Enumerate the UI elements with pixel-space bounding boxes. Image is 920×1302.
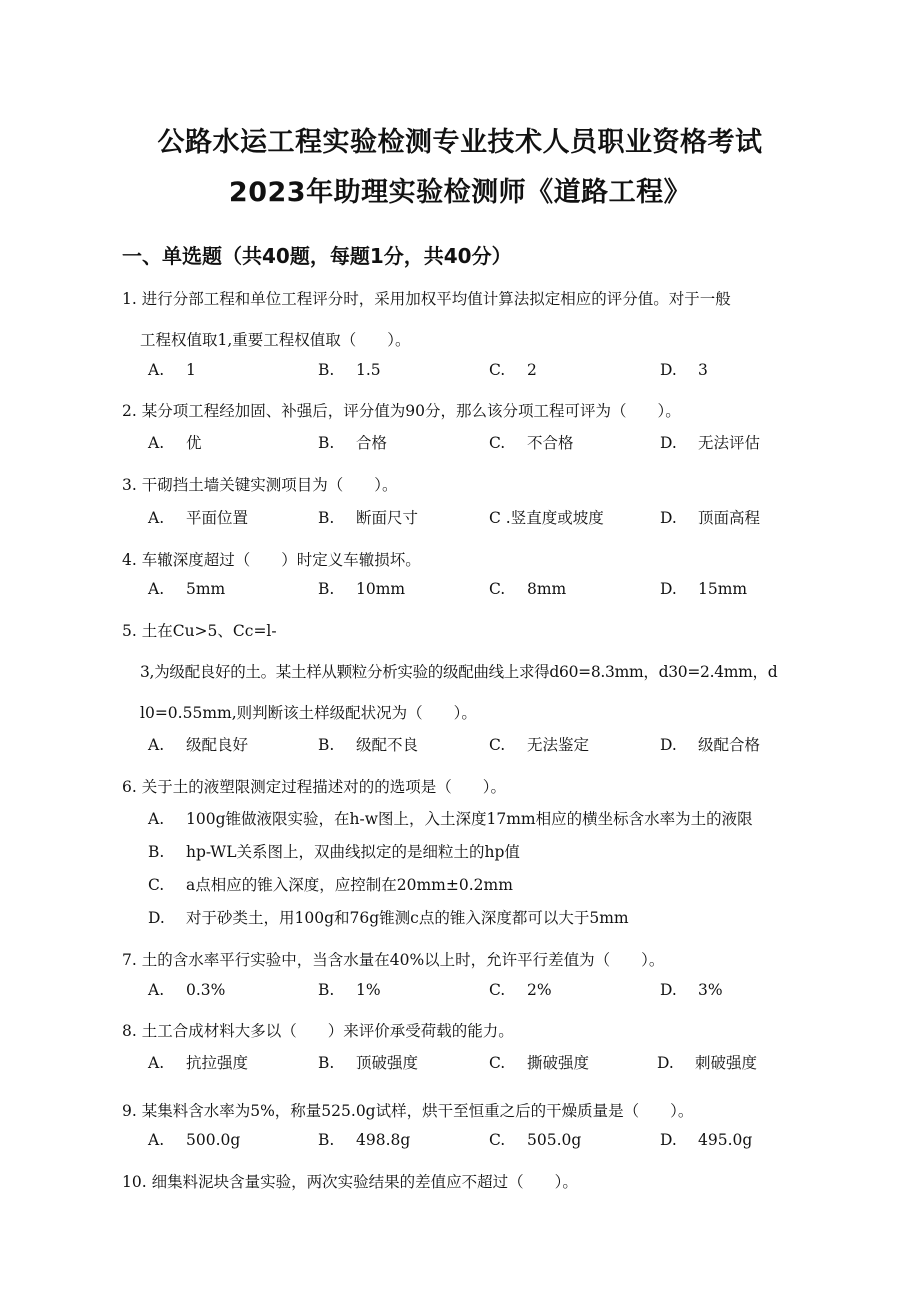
question-6-stem: 6. 关于土的液塑限测定过程描述对的的选项是（ ）。	[122, 778, 506, 796]
question-2-option-c: C. 不合格	[489, 434, 574, 452]
question-3-option-c: C .竖直度或坡度	[489, 509, 604, 527]
question-5-option-b: B. 级配不良	[318, 736, 419, 754]
question-8-option-c: C. 撕破强度	[489, 1054, 590, 1072]
question-5-stem-line-3: l0=0.55mm,则判断该土样级配状况为（ ）。	[140, 704, 477, 722]
question-8-option-a: A. 抗拉强度	[148, 1054, 249, 1072]
question-3-option-d: D. 顶面高程	[660, 509, 761, 527]
section-heading: 一、单选题（共40题，每题1分，共40分）	[122, 244, 512, 268]
question-6-option-c: C. a点相应的锥入深度，应控制在20mm±0.2mm	[148, 876, 513, 894]
question-5-option-d: D. 级配合格	[660, 736, 761, 754]
question-7-stem: 7. 土的含水率平行实验中，当含水量在40%以上时，允许平行差值为（ ）。	[122, 951, 665, 969]
question-1-stem-line-2: 工程权值取1,重要工程权值取（ ）。	[140, 331, 411, 349]
question-3-option-b: B. 断面尺寸	[318, 509, 419, 527]
question-6-option-a: A. 100g锥做液限实验，在h-w图上，入土深度17mm相应的横坐标含水率为土的液限	[148, 810, 753, 828]
question-6-option-b: B. hp-WL关系图上，双曲线拟定的是细粒土的hp值	[148, 843, 520, 861]
question-8-stem: 8. 土工合成材料大多以（ ）来评价承受荷载的能力。	[122, 1022, 514, 1040]
question-4-option-b: B. 10mm	[318, 580, 406, 598]
question-5-stem-line-2: 3,为级配良好的土。某土样从颗粒分析实验的级配曲线上求得d60=8.3mm，d30=2.4mm，d	[140, 663, 778, 681]
question-2-option-a: A. 优	[148, 434, 202, 452]
question-8-option-b: B. 顶破强度	[318, 1054, 419, 1072]
question-9-option-a: A. 500.0g	[148, 1131, 241, 1149]
question-1-option-a: A. 1	[148, 361, 196, 379]
question-5-option-c: C. 无法鉴定	[489, 736, 590, 754]
question-2-stem: 2. 某分项工程经加固、补强后，评分值为90分，那么该分项工程可评为（ ）。	[122, 402, 681, 420]
question-7-option-b: B. 1%	[318, 981, 381, 999]
question-9-option-b: B. 498.8g	[318, 1131, 411, 1149]
question-7-option-d: D. 3%	[660, 981, 723, 999]
question-1-stem-line-1: 1. 进行分部工程和单位工程评分时，采用加权平均值计算法拟定相应的评分值。对于一般	[122, 290, 731, 308]
question-4-option-c: C. 8mm	[489, 580, 567, 598]
question-10-stem: 10. 细集料泥块含量实验，两次实验结果的差值应不超过（ ）。	[122, 1173, 578, 1191]
question-4-option-a: A. 5mm	[148, 580, 226, 598]
question-9-option-d: D. 495.0g	[660, 1131, 753, 1149]
question-4-stem: 4. 车辙深度超过（ ）时定义车辙损坏。	[122, 551, 421, 569]
question-7-option-a: A. 0.3%	[148, 981, 226, 999]
question-1-option-c: C. 2	[489, 361, 537, 379]
question-3-stem: 3. 干砌挡土墙关键实测项目为（ ）。	[122, 476, 398, 494]
question-8-option-d: D. 刺破强度	[657, 1054, 758, 1072]
question-5-option-a: A. 级配良好	[148, 736, 249, 754]
question-6-option-d: D. 对于砂类土，用100g和76g锥测c点的锥入深度都可以大于5mm	[148, 909, 629, 927]
question-1-option-b: B. 1.5	[318, 361, 381, 379]
question-9-stem: 9. 某集料含水率为5%，称量525.0g试样，烘干至恒重之后的干燥质量是（ ）。	[122, 1102, 694, 1120]
question-4-option-d: D. 15mm	[660, 580, 748, 598]
question-5-stem-line-1: 5. 土在Cu>5、Cc=l-	[122, 622, 277, 640]
question-1-option-d: D. 3	[660, 361, 708, 379]
exam-subtitle: 2023年助理实验检测师《道路工程》	[228, 177, 692, 208]
exam-title: 公路水运工程实验检测专业技术人员职业资格考试	[157, 127, 763, 158]
question-2-option-d: D. 无法评估	[660, 434, 761, 452]
question-9-option-c: C. 505.0g	[489, 1131, 582, 1149]
question-7-option-c: C. 2%	[489, 981, 552, 999]
question-2-option-b: B. 合格	[318, 434, 388, 452]
question-3-option-a: A. 平面位置	[148, 509, 249, 527]
